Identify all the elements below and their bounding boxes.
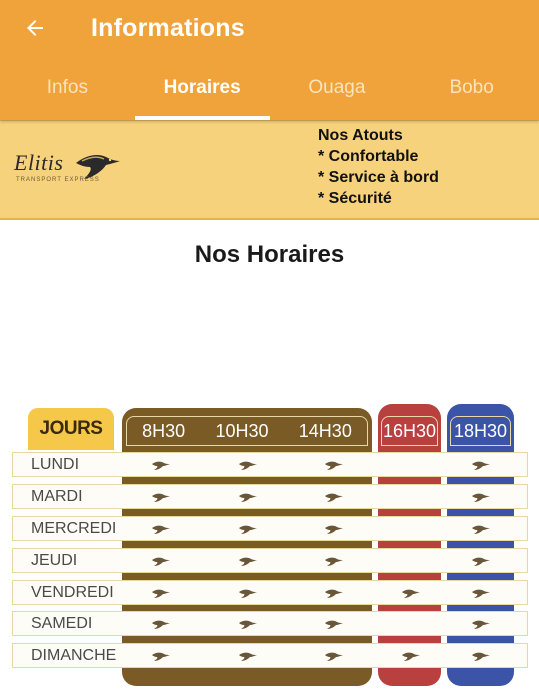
departure-bird-icon — [324, 459, 344, 471]
departure-bird-icon — [324, 555, 344, 567]
schedule-row — [12, 643, 528, 668]
departure-bird-icon — [324, 618, 344, 630]
departure-bird-icon — [471, 587, 491, 599]
schedule-row — [12, 548, 528, 573]
schedule-row — [12, 516, 528, 541]
tab-ouaga[interactable]: Ouaga — [308, 77, 366, 98]
departure-bird-icon — [151, 523, 171, 535]
departure-bird-icon — [471, 459, 491, 471]
departure-bird-icon — [151, 491, 171, 503]
day-label: MERCREDI — [31, 520, 117, 537]
atout-item: * Confortable — [318, 148, 419, 165]
departure-bird-icon — [471, 491, 491, 503]
departure-bird-icon — [401, 650, 421, 662]
departure-bird-icon — [151, 459, 171, 471]
atout-item: * Service à bord — [318, 169, 439, 186]
time-header: 10H30 — [215, 420, 269, 441]
departure-bird-icon — [471, 523, 491, 535]
day-label: VENDREDI — [31, 584, 114, 601]
departure-bird-icon — [151, 618, 171, 630]
evening-time-header — [450, 416, 511, 446]
atouts-list — [318, 125, 439, 209]
departure-bird-icon — [324, 587, 344, 599]
departure-bird-icon — [471, 650, 491, 662]
departure-bird-icon — [238, 555, 258, 567]
departure-bird-icon — [151, 650, 171, 662]
back-button[interactable] — [0, 0, 70, 56]
afternoon-time-header — [381, 416, 438, 446]
day-label: SAMEDI — [31, 615, 93, 632]
atout-item: * Sécurité — [318, 190, 392, 207]
schedule-row — [12, 611, 528, 636]
schedule-row — [12, 580, 528, 605]
schedule-table — [0, 400, 539, 696]
departure-bird-icon — [238, 491, 258, 503]
elitis-logo — [14, 145, 124, 195]
departure-bird-icon — [238, 618, 258, 630]
departure-bird-icon — [471, 555, 491, 567]
departure-bird-icon — [238, 587, 258, 599]
departure-bird-icon — [324, 523, 344, 535]
app-bar — [0, 0, 539, 56]
departure-bird-icon — [238, 650, 258, 662]
time-header: 16H30 — [382, 420, 437, 441]
departure-bird-icon — [238, 523, 258, 535]
day-label: DIMANCHE — [31, 647, 117, 664]
jours-label: JOURS — [39, 418, 103, 439]
schedule-row — [12, 452, 528, 477]
day-label: LUNDI — [31, 456, 80, 473]
departure-bird-icon — [151, 555, 171, 567]
departure-bird-icon — [324, 491, 344, 503]
logo-text: Elitis — [14, 150, 64, 175]
jours-header — [26, 406, 116, 452]
atouts-heading: Nos Atouts — [318, 127, 403, 144]
tab-infos[interactable]: Infos — [46, 77, 88, 98]
logo-subtext: TRANSPORT EXPRESS — [16, 177, 100, 183]
section-title: Nos Horaires — [194, 241, 345, 268]
page-title: Informations — [91, 13, 245, 42]
time-header: 14H30 — [298, 420, 352, 441]
departure-bird-icon — [238, 459, 258, 471]
time-header: 18H30 — [453, 420, 508, 441]
arrow-left-icon — [23, 16, 47, 40]
tab-horaires[interactable]: Horaires — [135, 56, 270, 120]
departure-bird-icon — [151, 587, 171, 599]
day-label: JEUDI — [31, 552, 78, 569]
morning-times-header — [126, 416, 368, 446]
departure-bird-icon — [471, 618, 491, 630]
promo-banner — [0, 120, 539, 220]
tab-bobo[interactable]: Bobo — [449, 77, 494, 98]
departure-bird-icon — [324, 650, 344, 662]
schedule-row — [12, 484, 528, 509]
time-header: 8H30 — [142, 420, 186, 441]
tab-bar — [0, 56, 539, 120]
departure-bird-icon — [401, 587, 421, 599]
day-label: MARDI — [31, 488, 83, 505]
